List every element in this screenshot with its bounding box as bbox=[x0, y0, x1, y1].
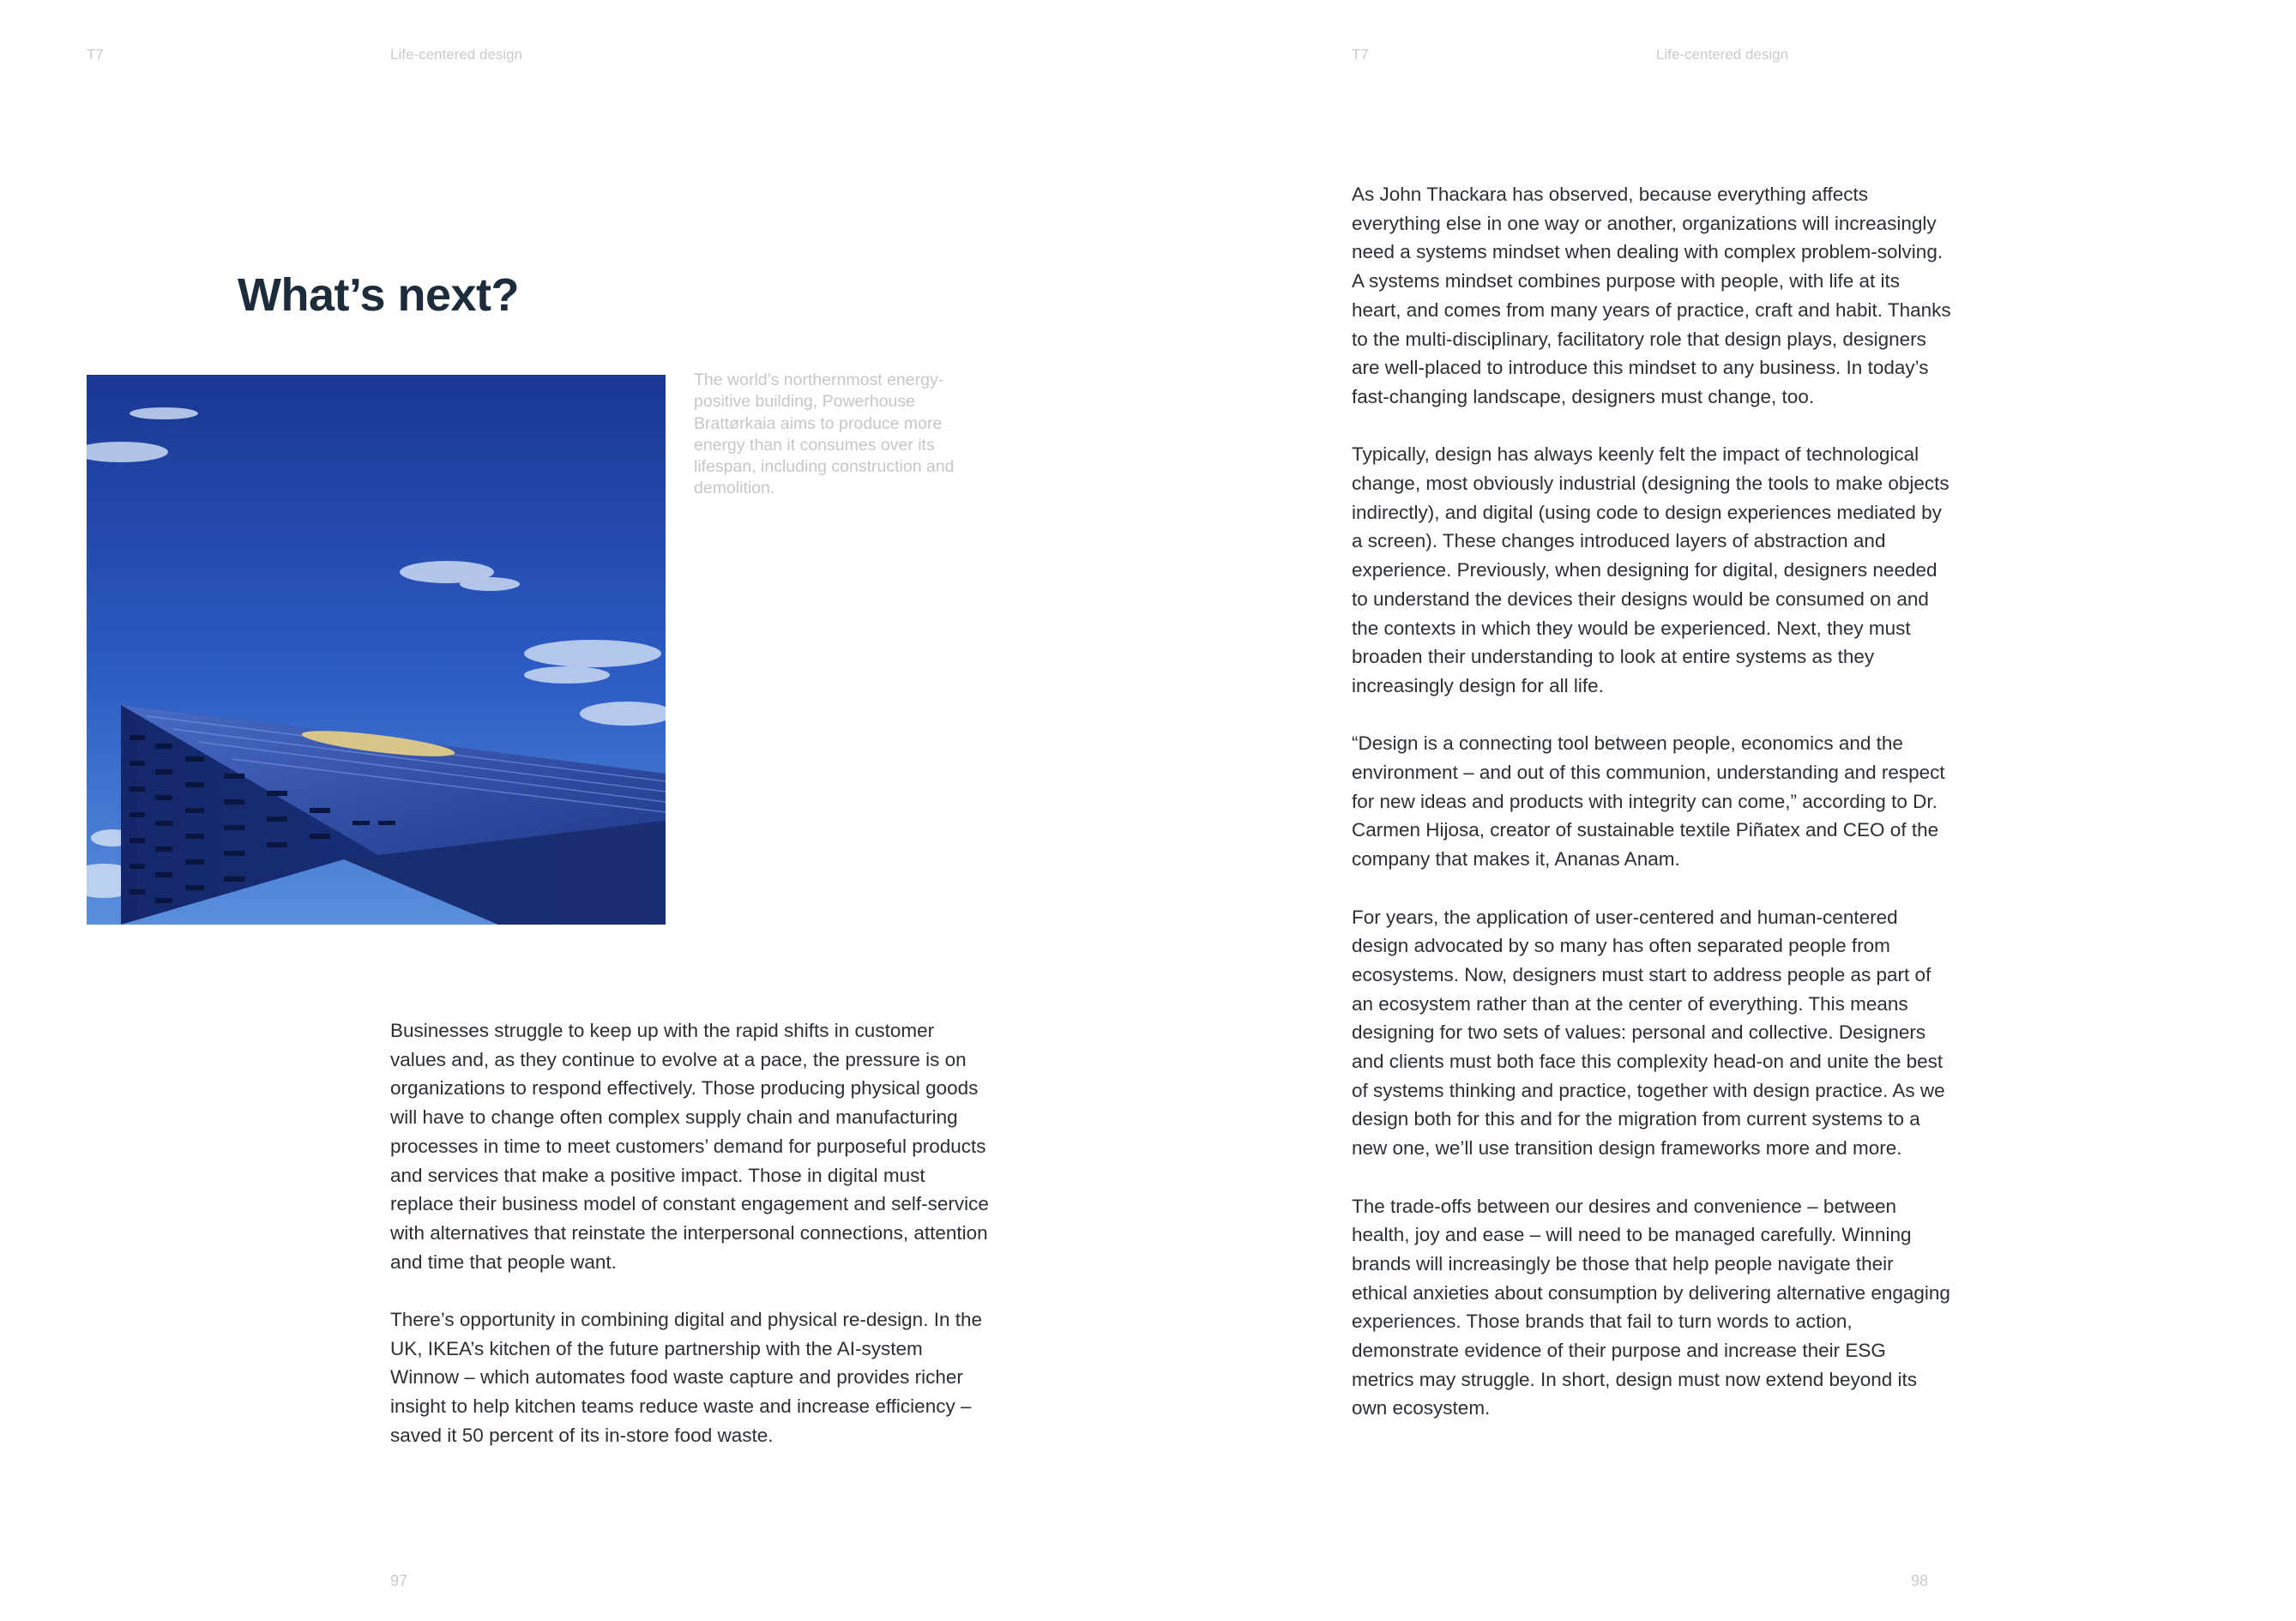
building-illustration bbox=[87, 375, 666, 925]
paragraph: There’s opportunity in combining digital and physical re-design. In the UK, IKEA’s kitchen of the future partnership with the AI-system Winnow – which automates food waste capture and provides richer insight to help kitchen teams reduce waste and increase efficiency – saved it 50 percent of its in-store food waste. bbox=[390, 1309, 982, 1446]
paragraph: The trade-offs between our desires and convenience – between health, joy and ease – will need to be managed carefully. Winning brands will increasingly be those that help people navigate their ethical anxieties about consumption by delivering alternative engaging experiences. Those brands that fail to turn words to action, demonstrate evidence of their purpose and increase their ESG metrics may struggle. In short, design must now extend beyond its own ecosystem. bbox=[1352, 1195, 1950, 1419]
building-photo bbox=[87, 375, 666, 925]
paragraph: For years, the application of user-centered and human-centered design advocated by so many has often separated people from ecosystems. Now, designers must start to address people as part of an ecosystem rather than at the center of everything. This means designing for two sets of values: personal and collective. Designers and clients must both face this complexity head-on and unite the best of systems thinking and practice, together with design practice. As we design both for this and for the migration from current systems to a new one, we’ll use transition design frameworks more and more. bbox=[1352, 906, 1945, 1160]
page-number: 97 bbox=[390, 1572, 408, 1589]
paragraph: As John Thackara has observed, because everything affects everything else in one way or another, organizations will increasingly need a systems mindset when dealing with complex problem-solving. A systems mindset combines purpose with people, with life at its heart, and comes from many years of practice, craft and habit. Thanks to the multi-disciplinary, facilitatory role that design plays, designers are well-placed to introduce this mindset to any business. In today’s fast-changing landscape, designers must change, too. bbox=[1352, 184, 1951, 407]
right-page bbox=[1148, 0, 2296, 1621]
page-number: 98 bbox=[1911, 1572, 1929, 1589]
section-heading: What’s next? bbox=[238, 269, 520, 321]
chapter-title: Life-centered design bbox=[390, 46, 523, 63]
right-body-text bbox=[1352, 180, 1952, 1423]
paragraph: Businesses struggle to keep up with the rapid shifts in customer values and, as they continue to evolve at a pace, the pressure is on organizations to respond effectively. Those producing physical goods will have to change often complex supply chain and manufacturing processes in time to meet customers’ demand for purposeful products and services that make a positive impact. Those in digital must replace their business model of constant engagement and self-service with alternatives that reinstate the interpersonal connections, attention and time that people want. bbox=[390, 1020, 989, 1273]
chapter-number: T7 bbox=[1352, 46, 1369, 63]
paragraph: Typically, design has always keenly felt the impact of technological change, most obviously industrial (designing the tools to make objects indirectly), and digital (using code to design experiences mediated by a screen). These changes introduced layers of abstraction and experience. Previously, when designing for digital, designers needed to understand the devices their designs would be consumed on and the contexts in which they would be experienced. Next, they must broaden their understanding to look at entire systems as they increasingly design for all life. bbox=[1352, 443, 1949, 696]
left-body-text bbox=[390, 1016, 991, 1450]
paragraph: “Design is a connecting tool between people, economics and the environment – and out of this communion, understanding and respect for new ideas and products with integrity can come,” according to Dr. Carmen Hijosa, creator of sustainable textile Piñatex and CEO of the company that makes it, Ananas Anam. bbox=[1352, 732, 1945, 871]
chapter-title: Life-centered design bbox=[1656, 46, 1789, 63]
photo-caption: The world’s northernmost energy-positive building, Powerhouse Brattørkaia aims to produce more energy than it consumes over its lifespan, including construction and demolition. bbox=[694, 371, 955, 498]
chapter-number: T7 bbox=[87, 46, 104, 63]
